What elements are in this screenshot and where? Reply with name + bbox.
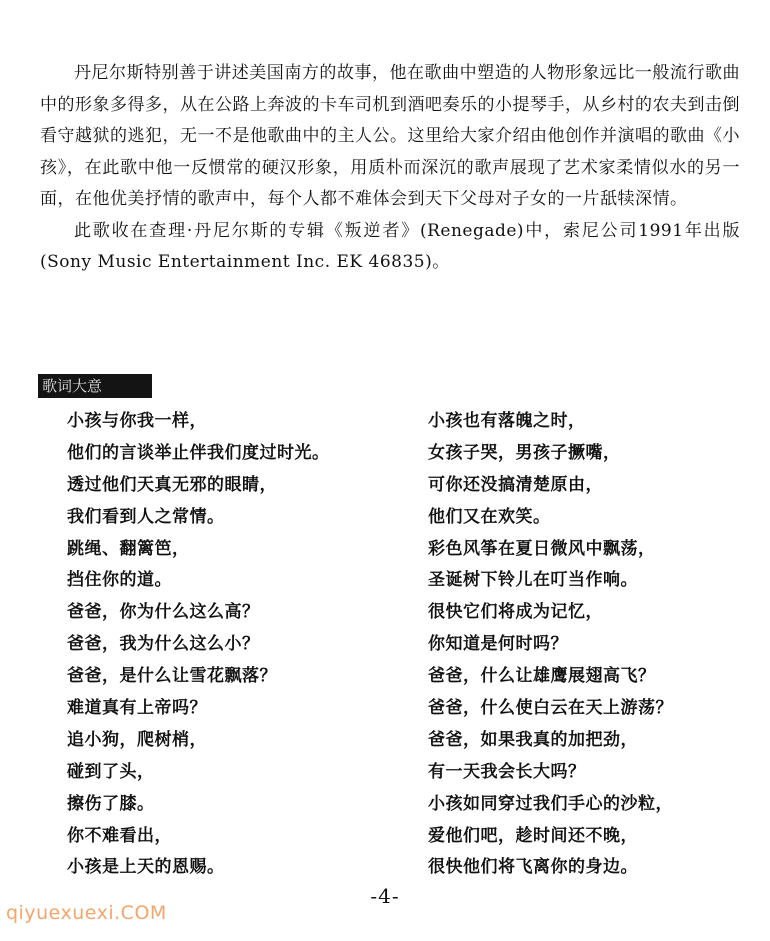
lyric-line: 爸爸，是什么让雪花飘落？ — [67, 666, 277, 687]
lyric-line: 你不难看出， — [67, 825, 172, 846]
lyric-line: 可你还没搞清楚原由， — [428, 474, 603, 495]
lyric-line: 爸爸，你为什么这么高？ — [67, 602, 260, 623]
lyric-line: 小孩如同穿过我们手心的沙粒， — [428, 793, 673, 814]
intro-paragraph-1: 丹尼尔斯特别善于讲述美国南方的故事，他在歌曲中塑造的人物形象远比一般流行歌曲中的形象多得多，从在公路上奔波的卡车司机到酒吧奏乐的小提琴手，从乡村的农夫到击倒看守越狱的逃犯，无一不是他歌曲中的主人公。这里给大家介绍由他创作并演唱的歌曲《小孩》，在此歌中他一反惯常的硬汉形象，用质朴而深沉的歌声展现了艺术家柔情似水的另一面，在他优美抒情的歌声中，每个人都不难体会到天下父母对子女的一片舐犊深情。 — [40, 63, 740, 209]
site-watermark: qiyuexuexi.COM — [6, 902, 167, 924]
lyric-line: 他们的言谈举止伴我们度过时光。 — [67, 442, 330, 463]
lyric-line: 爸爸，什么让雄鹰展翅高飞？ — [428, 666, 656, 687]
lyric-line: 你知道是何时吗？ — [428, 634, 568, 655]
lyric-line: 爸爸，什么使白云在天上游荡？ — [428, 698, 673, 719]
lyric-line: 很快他们将飞离你的身边。 — [428, 857, 638, 878]
lyric-line: 爸爸，如果我真的加把劲， — [428, 729, 638, 750]
lyric-line: 彩色风筝在夏日微风中飘荡， — [428, 538, 656, 559]
intro-paragraph-2: 此歌收在查理·丹尼尔斯的专辑《叛逆者》(Renegade)中，索尼公司1991年出版(Sony Music Entertainment Inc. EK 46835)。 — [40, 220, 740, 272]
lyric-line: 挡住你的道。 — [67, 570, 172, 591]
lyric-line: 他们又在欢笑。 — [428, 506, 551, 527]
lyric-line: 爸爸，我为什么这么小？ — [67, 634, 260, 655]
lyrics-column-left — [67, 406, 397, 884]
lyric-line: 碰到了头， — [67, 761, 155, 782]
section-header-lyrics: 歌词大意 — [38, 374, 152, 398]
lyric-line: 擦伤了膝。 — [67, 793, 155, 814]
lyric-line: 小孩与你我一样， — [67, 411, 207, 431]
lyric-line: 有一天我会长大吗？ — [428, 761, 586, 782]
lyrics-column-right — [428, 406, 748, 884]
intro-text — [40, 58, 740, 279]
lyric-line: 小孩也有落魄之时， — [428, 411, 586, 431]
lyric-line: 透过他们天真无邪的眼睛， — [67, 474, 277, 495]
lyric-line: 跳绳、翻篱笆， — [67, 538, 190, 559]
lyric-line: 追小狗，爬树梢， — [67, 729, 207, 750]
lyric-line: 小孩是上天的恩赐。 — [67, 857, 225, 878]
lyric-line: 我们看到人之常情。 — [67, 506, 225, 527]
lyric-line: 圣诞树下铃儿在叮当作响。 — [428, 570, 638, 591]
lyric-line: 爱他们吧，趁时间还不晚， — [428, 825, 638, 846]
lyric-line: 女孩子哭，男孩子撅嘴， — [428, 442, 621, 463]
lyric-line: 难道真有上帝吗？ — [67, 698, 207, 719]
lyric-line: 很快它们将成为记忆， — [428, 602, 603, 623]
page-number: -4- — [370, 884, 400, 908]
